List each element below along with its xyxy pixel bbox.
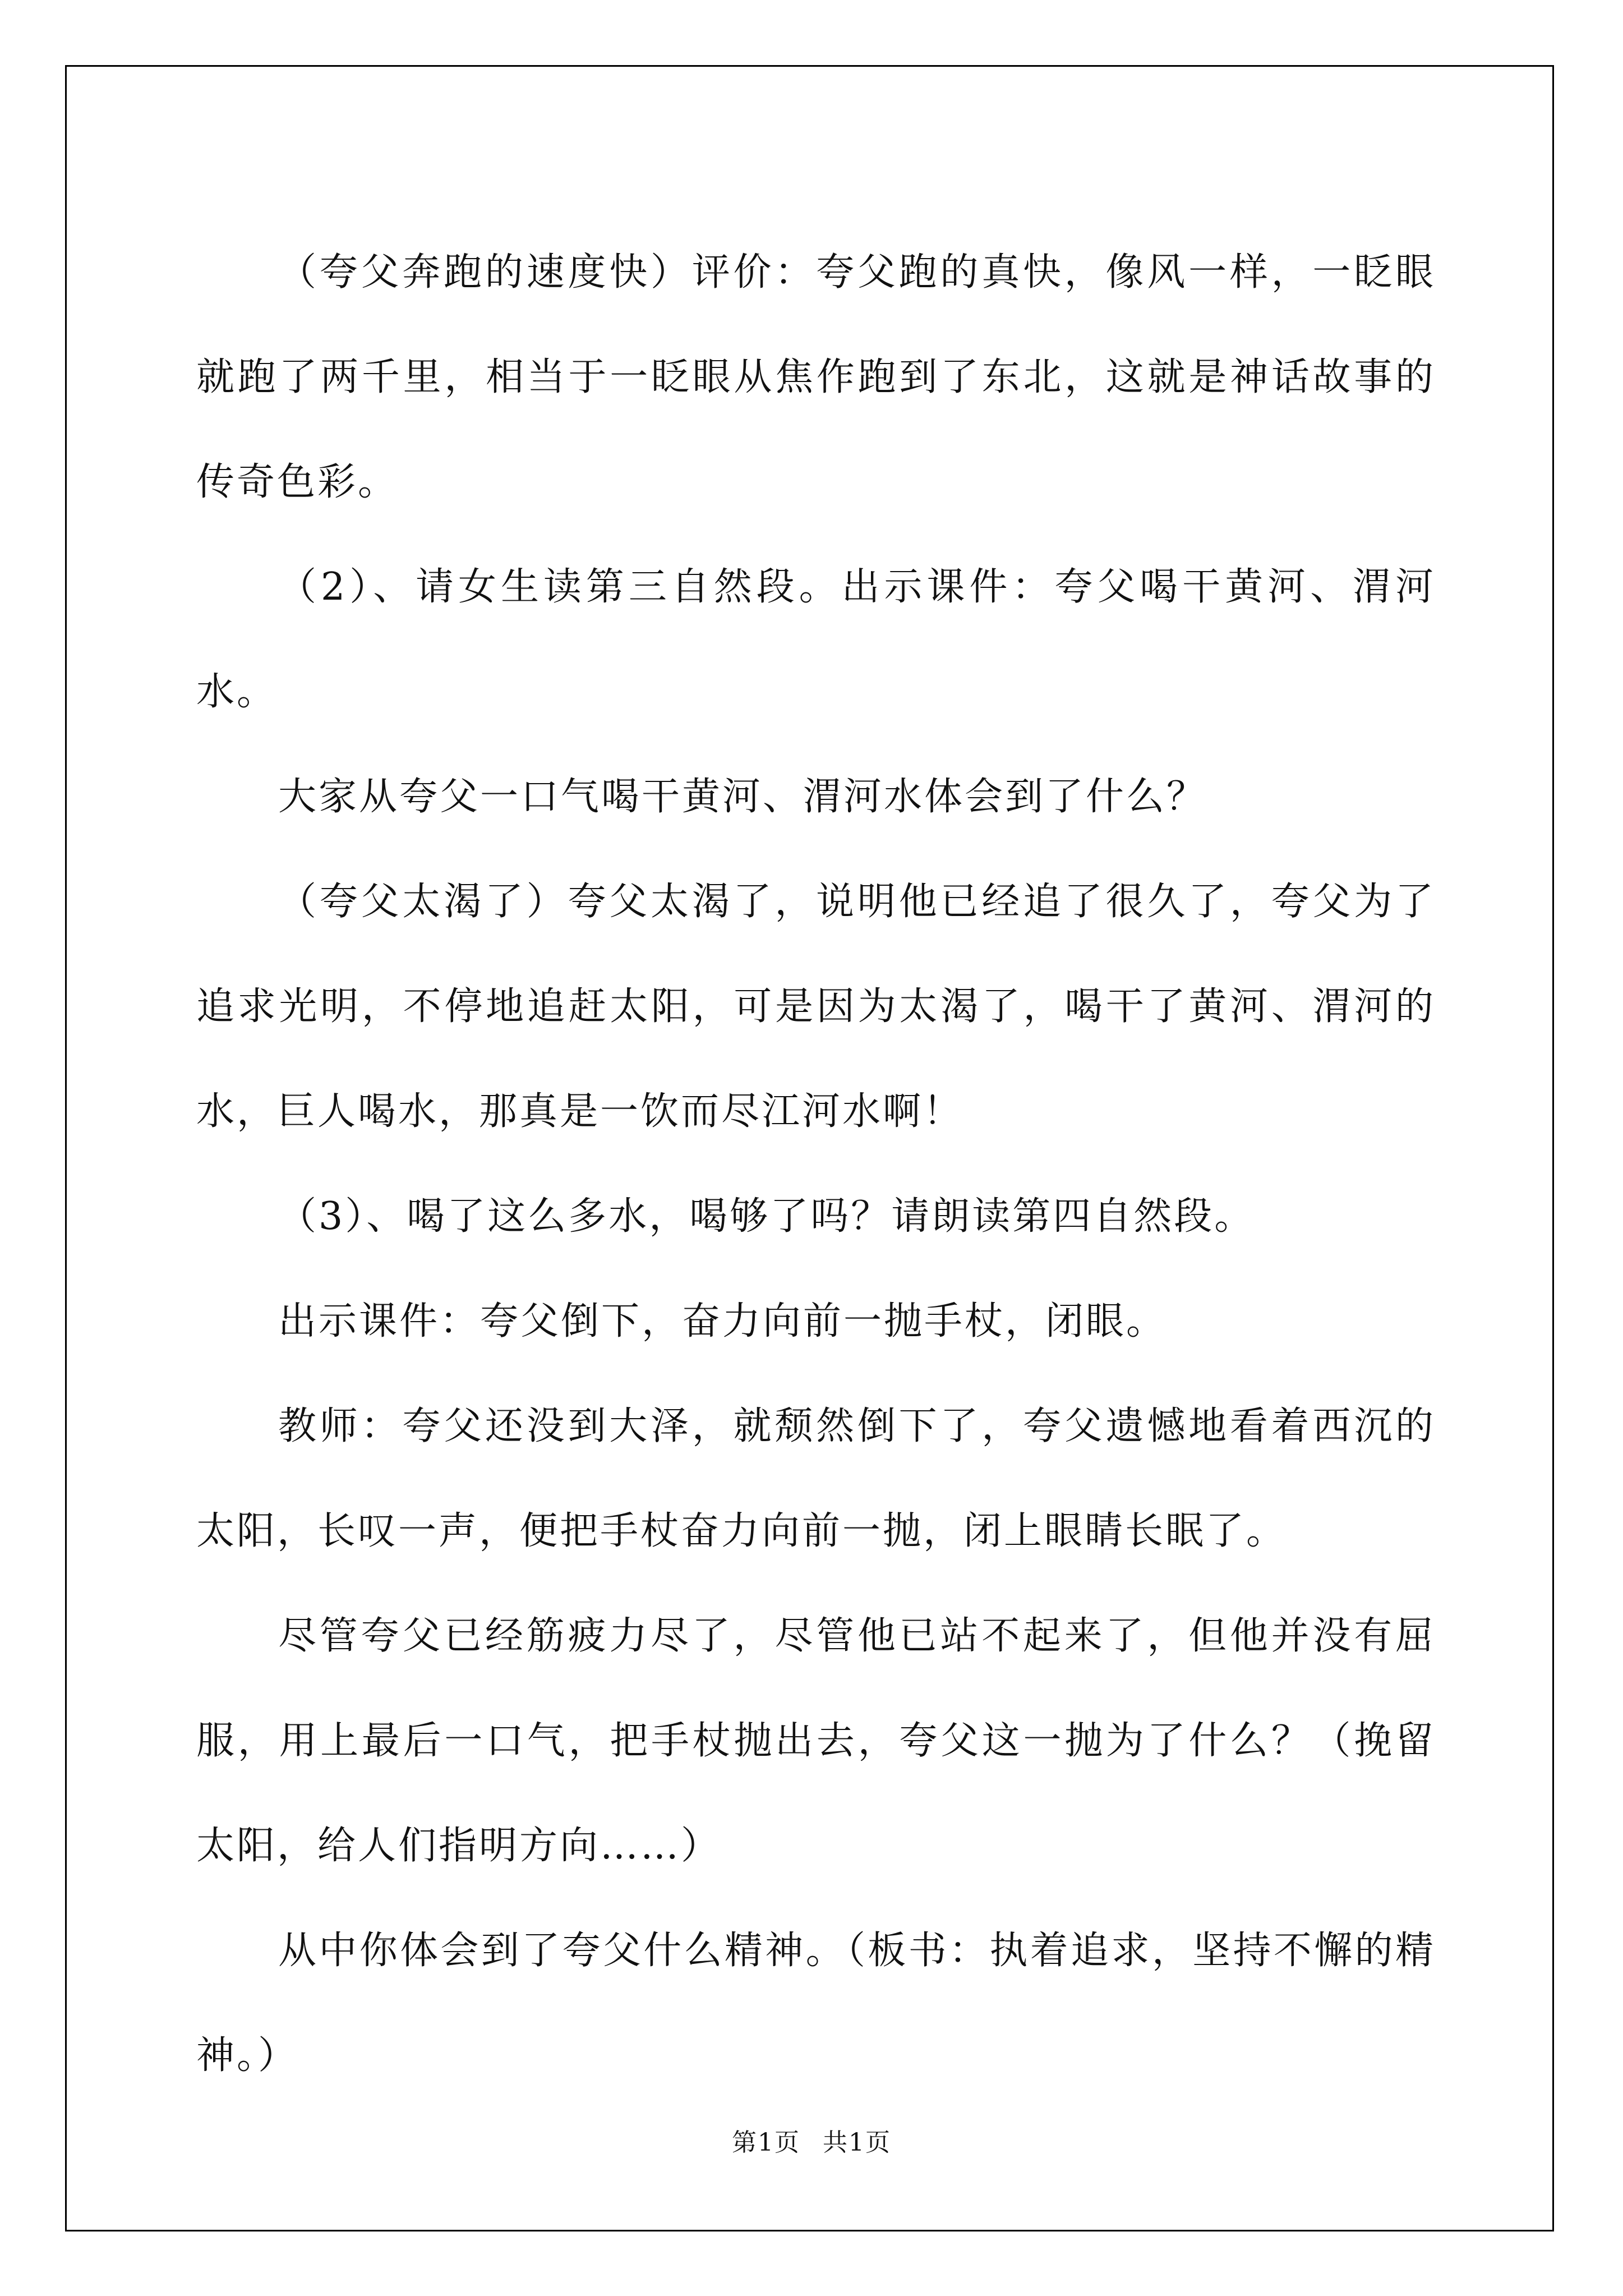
paragraph: 大家从夸父一口气喝干黄河、渭河水体会到了什么？ (278, 775, 1207, 819)
document-body (196, 220, 1436, 2108)
paragraph: 从中你体会到了夸父什么精神。（板书：执着追求，坚持不懈的精神。） (196, 1929, 1436, 2078)
paragraph: （2）、请女生读第三自然段。出示课件：夸父喝干黄河、渭河水。 (196, 565, 1436, 714)
paragraph: 尽管夸父已经筋疲力尽了，尽管他已站不起来了，但他并没有屈服，用上最后一口气，把手杖抛出去，夸父这一抛为了什么？（挽留太阳，给人们指明方向……） (196, 1614, 1436, 1868)
paragraph: （夸父奔跑的速度快）评价：夸父跑的真快，像风一样，一眨眼就跑了两千里，相当于一眨眼从焦作跑到了东北，这就是神话故事的传奇色彩。 (196, 250, 1436, 504)
paragraph: 出示课件：夸父倒下，奋力向前一抛手杖，闭眼。 (278, 1299, 1167, 1343)
page-footer (0, 2122, 1623, 2158)
paragraph: （夸父太渴了）夸父太渴了，说明他已经追了很久了，夸父为了追求光明，不停地追赶太阳，可是因为太渴了，喝干了黄河、渭河的水，巨人喝水，那真是一饮而尽江河水啊！ (196, 880, 1436, 1134)
page-number: 第1页 (732, 2128, 800, 2157)
page-total: 共1页 (823, 2128, 891, 2157)
paragraph: （3）、喝了这么多水，喝够了吗？请朗读第四自然段。 (278, 1194, 1255, 1239)
paragraph: 教师：夸父还没到大泽，就颓然倒下了，夸父遗憾地看着西沉的太阳，长叹一声，便把手杖奋力向前一抛，闭上眼睛长眠了。 (196, 1404, 1436, 1553)
